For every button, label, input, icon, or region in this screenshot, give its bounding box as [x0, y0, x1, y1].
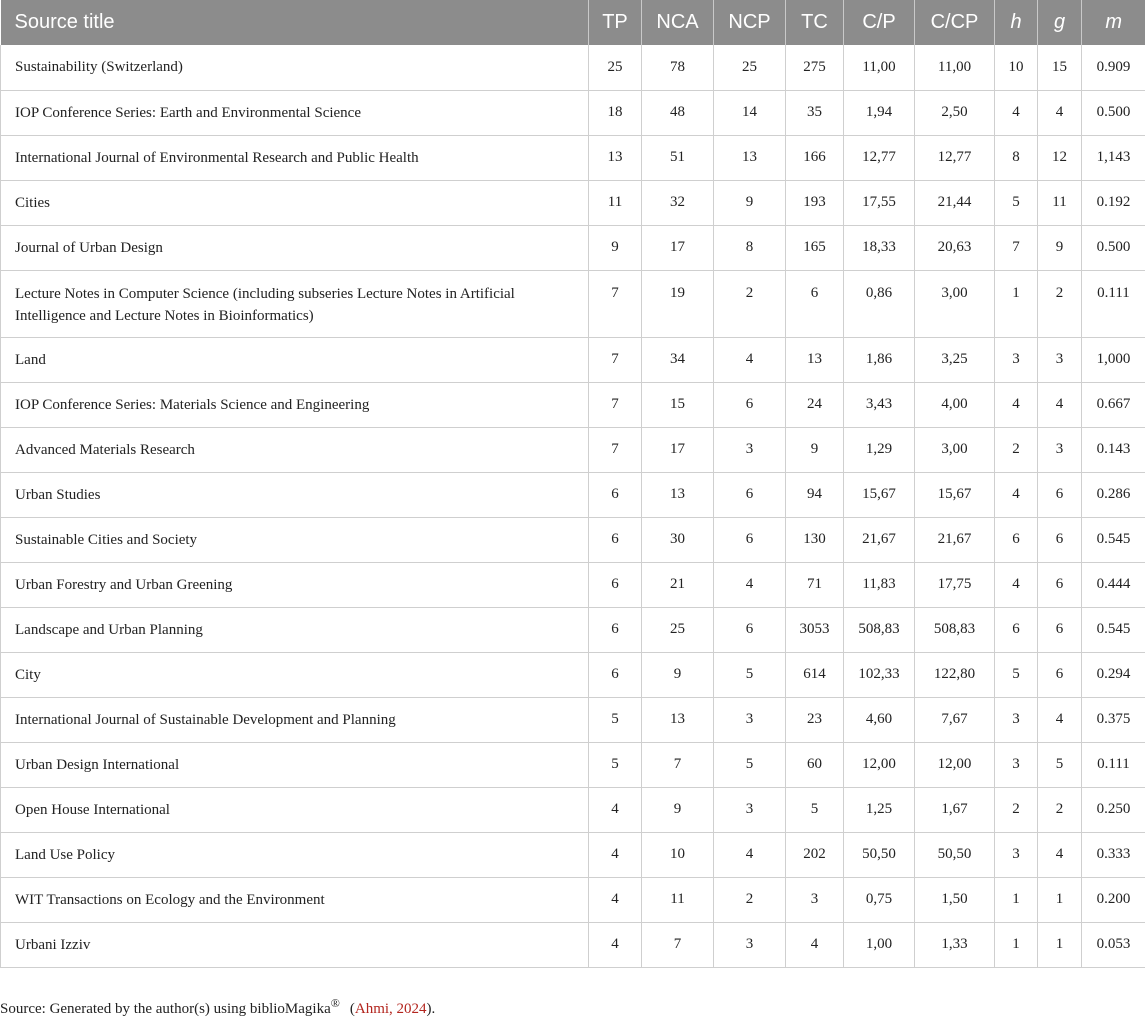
table-row — [1, 742, 1145, 787]
cell-nca: 13 — [642, 697, 714, 742]
source-note-open-paren: ( — [350, 1001, 355, 1017]
cell-source-title: Sustainability (Switzerland) — [1, 45, 589, 90]
cell-g: 1 — [1038, 922, 1082, 967]
cell-g: 4 — [1038, 832, 1082, 877]
cell-tp: 6 — [589, 652, 642, 697]
source-note-close: ). — [427, 1001, 436, 1017]
table-body — [1, 45, 1145, 967]
header-tc: TC — [786, 0, 844, 45]
cell-nca: 7 — [642, 922, 714, 967]
cell-tc: 9 — [786, 427, 844, 472]
cell-source-title: International Journal of Environmental Research and Public Health — [1, 135, 589, 180]
header-cp: C/P — [844, 0, 915, 45]
cell-source-title: Land Use Policy — [1, 832, 589, 877]
cell-tp: 25 — [589, 45, 642, 90]
table-row — [1, 90, 1145, 135]
cell-ncp: 3 — [714, 922, 786, 967]
cell-h: 6 — [995, 607, 1038, 652]
header-m: m — [1082, 0, 1145, 45]
cell-tc: 165 — [786, 225, 844, 270]
cell-nca: 34 — [642, 337, 714, 382]
cell-tc: 13 — [786, 337, 844, 382]
cell-m: 0.111 — [1082, 270, 1145, 337]
cell-h: 7 — [995, 225, 1038, 270]
cell-m: 0.667 — [1082, 382, 1145, 427]
cell-tp: 4 — [589, 832, 642, 877]
cell-cp: 17,55 — [844, 180, 915, 225]
cell-h: 4 — [995, 472, 1038, 517]
cell-m: 0.250 — [1082, 787, 1145, 832]
cell-tp: 6 — [589, 562, 642, 607]
table-row — [1, 787, 1145, 832]
cell-tc: 3 — [786, 877, 844, 922]
cell-nca: 11 — [642, 877, 714, 922]
cell-tc: 23 — [786, 697, 844, 742]
cell-tp: 6 — [589, 472, 642, 517]
cell-cp: 1,29 — [844, 427, 915, 472]
cell-ccp: 17,75 — [915, 562, 995, 607]
cell-ncp: 3 — [714, 697, 786, 742]
table-row — [1, 135, 1145, 180]
table-row — [1, 270, 1145, 337]
cell-source-title: Open House International — [1, 787, 589, 832]
cell-nca: 13 — [642, 472, 714, 517]
cell-source-title: International Journal of Sustainable Development and Planning — [1, 697, 589, 742]
cell-cp: 12,77 — [844, 135, 915, 180]
cell-tp: 9 — [589, 225, 642, 270]
cell-source-title: IOP Conference Series: Materials Science and Engineering — [1, 382, 589, 427]
cell-g: 5 — [1038, 742, 1082, 787]
cell-g: 6 — [1038, 562, 1082, 607]
cell-source-title: Urbani Izziv — [1, 922, 589, 967]
cell-h: 8 — [995, 135, 1038, 180]
cell-g: 2 — [1038, 270, 1082, 337]
table-row — [1, 832, 1145, 877]
cell-ccp: 21,67 — [915, 517, 995, 562]
cell-h: 3 — [995, 697, 1038, 742]
cell-ccp: 1,67 — [915, 787, 995, 832]
cell-tp: 13 — [589, 135, 642, 180]
cell-nca: 17 — [642, 427, 714, 472]
cell-tc: 4 — [786, 922, 844, 967]
cell-tc: 35 — [786, 90, 844, 135]
cell-g: 6 — [1038, 472, 1082, 517]
cell-source-title: Land — [1, 337, 589, 382]
cell-ncp: 4 — [714, 562, 786, 607]
cell-cp: 50,50 — [844, 832, 915, 877]
cell-m: 0.192 — [1082, 180, 1145, 225]
cell-source-title: IOP Conference Series: Earth and Environmental Science — [1, 90, 589, 135]
cell-tc: 60 — [786, 742, 844, 787]
cell-m: 0.294 — [1082, 652, 1145, 697]
cell-tp: 11 — [589, 180, 642, 225]
cell-tp: 6 — [589, 517, 642, 562]
cell-tp: 7 — [589, 270, 642, 337]
cell-h: 4 — [995, 382, 1038, 427]
cell-g: 6 — [1038, 607, 1082, 652]
cell-ncp: 4 — [714, 832, 786, 877]
cell-tc: 24 — [786, 382, 844, 427]
cell-cp: 102,33 — [844, 652, 915, 697]
cell-h: 2 — [995, 427, 1038, 472]
cell-m: 0.500 — [1082, 225, 1145, 270]
cell-cp: 18,33 — [844, 225, 915, 270]
header-nca: NCA — [642, 0, 714, 45]
cell-source-title: Urban Forestry and Urban Greening — [1, 562, 589, 607]
cell-ncp: 25 — [714, 45, 786, 90]
cell-g: 4 — [1038, 382, 1082, 427]
cell-g: 12 — [1038, 135, 1082, 180]
cell-ccp: 3,25 — [915, 337, 995, 382]
cell-nca: 9 — [642, 787, 714, 832]
cell-ccp: 11,00 — [915, 45, 995, 90]
table-row — [1, 697, 1145, 742]
cell-m: 0.286 — [1082, 472, 1145, 517]
cell-nca: 15 — [642, 382, 714, 427]
cell-ncp: 6 — [714, 472, 786, 517]
cell-h: 3 — [995, 337, 1038, 382]
citation-link[interactable]: Ahmi, 2024 — [355, 1001, 427, 1017]
cell-ccp: 20,63 — [915, 225, 995, 270]
cell-tc: 166 — [786, 135, 844, 180]
cell-tp: 4 — [589, 877, 642, 922]
cell-cp: 0,75 — [844, 877, 915, 922]
cell-ccp: 7,67 — [915, 697, 995, 742]
cell-ncp: 3 — [714, 787, 786, 832]
cell-m: 1,000 — [1082, 337, 1145, 382]
cell-source-title: Lecture Notes in Computer Science (including subseries Lecture Notes in Artificial Intelligence and Lecture Notes in Bioinformatics) — [1, 270, 589, 337]
cell-h: 2 — [995, 787, 1038, 832]
cell-m: 0.375 — [1082, 697, 1145, 742]
cell-m: 0.333 — [1082, 832, 1145, 877]
cell-tp: 7 — [589, 382, 642, 427]
table-row — [1, 382, 1145, 427]
cell-tc: 193 — [786, 180, 844, 225]
cell-m: 1,143 — [1082, 135, 1145, 180]
cell-nca: 32 — [642, 180, 714, 225]
cell-g: 15 — [1038, 45, 1082, 90]
cell-g: 3 — [1038, 337, 1082, 382]
cell-g: 3 — [1038, 427, 1082, 472]
cell-ccp: 21,44 — [915, 180, 995, 225]
cell-source-title: Journal of Urban Design — [1, 225, 589, 270]
cell-tp: 4 — [589, 922, 642, 967]
cell-m: 0.053 — [1082, 922, 1145, 967]
cell-nca: 51 — [642, 135, 714, 180]
cell-m: 0.200 — [1082, 877, 1145, 922]
cell-g: 6 — [1038, 652, 1082, 697]
table-row — [1, 517, 1145, 562]
cell-ccp: 12,00 — [915, 742, 995, 787]
cell-ncp: 2 — [714, 877, 786, 922]
cell-ncp: 14 — [714, 90, 786, 135]
cell-nca: 48 — [642, 90, 714, 135]
cell-ncp: 2 — [714, 270, 786, 337]
cell-tp: 7 — [589, 337, 642, 382]
cell-ncp: 5 — [714, 652, 786, 697]
cell-cp: 11,00 — [844, 45, 915, 90]
cell-ccp: 1,33 — [915, 922, 995, 967]
cell-nca: 9 — [642, 652, 714, 697]
cell-source-title: Sustainable Cities and Society — [1, 517, 589, 562]
cell-tp: 5 — [589, 697, 642, 742]
cell-h: 5 — [995, 180, 1038, 225]
cell-ccp: 12,77 — [915, 135, 995, 180]
cell-ccp: 1,50 — [915, 877, 995, 922]
header-ncp: NCP — [714, 0, 786, 45]
cell-h: 1 — [995, 877, 1038, 922]
table-header-row — [1, 0, 1145, 45]
cell-nca: 19 — [642, 270, 714, 337]
table-row — [1, 562, 1145, 607]
cell-g: 4 — [1038, 90, 1082, 135]
cell-tp: 7 — [589, 427, 642, 472]
cell-cp: 1,94 — [844, 90, 915, 135]
cell-ccp: 3,00 — [915, 270, 995, 337]
cell-tc: 6 — [786, 270, 844, 337]
cell-m: 0.545 — [1082, 517, 1145, 562]
cell-cp: 4,60 — [844, 697, 915, 742]
cell-g: 6 — [1038, 517, 1082, 562]
cell-nca: 25 — [642, 607, 714, 652]
cell-ncp: 5 — [714, 742, 786, 787]
cell-nca: 21 — [642, 562, 714, 607]
cell-m: 0.111 — [1082, 742, 1145, 787]
cell-cp: 15,67 — [844, 472, 915, 517]
cell-ncp: 6 — [714, 517, 786, 562]
cell-cp: 21,67 — [844, 517, 915, 562]
cell-m: 0.444 — [1082, 562, 1145, 607]
cell-cp: 508,83 — [844, 607, 915, 652]
cell-source-title: City — [1, 652, 589, 697]
header-tp: TP — [589, 0, 642, 45]
table-row — [1, 877, 1145, 922]
cell-h: 5 — [995, 652, 1038, 697]
table-row — [1, 225, 1145, 270]
table-row — [1, 337, 1145, 382]
cell-g: 11 — [1038, 180, 1082, 225]
cell-tp: 6 — [589, 607, 642, 652]
cell-source-title: Urban Studies — [1, 472, 589, 517]
cell-h: 4 — [995, 562, 1038, 607]
cell-tp: 18 — [589, 90, 642, 135]
cell-tc: 71 — [786, 562, 844, 607]
table-row — [1, 427, 1145, 472]
cell-nca: 17 — [642, 225, 714, 270]
table-row — [1, 45, 1145, 90]
cell-cp: 3,43 — [844, 382, 915, 427]
cell-source-title: Cities — [1, 180, 589, 225]
cell-h: 4 — [995, 90, 1038, 135]
cell-ncp: 6 — [714, 607, 786, 652]
cell-tp: 5 — [589, 742, 642, 787]
cell-cp: 1,00 — [844, 922, 915, 967]
cell-ccp: 4,00 — [915, 382, 995, 427]
cell-source-title: Landscape and Urban Planning — [1, 607, 589, 652]
table-row — [1, 652, 1145, 697]
cell-ncp: 3 — [714, 427, 786, 472]
header-ccp: C/CP — [915, 0, 995, 45]
table-row — [1, 180, 1145, 225]
header-g: g — [1038, 0, 1082, 45]
cell-ncp: 8 — [714, 225, 786, 270]
cell-source-title: WIT Transactions on Ecology and the Environment — [1, 877, 589, 922]
cell-tc: 202 — [786, 832, 844, 877]
cell-cp: 12,00 — [844, 742, 915, 787]
cell-m: 0.500 — [1082, 90, 1145, 135]
cell-h: 3 — [995, 832, 1038, 877]
cell-h: 3 — [995, 742, 1038, 787]
cell-tc: 94 — [786, 472, 844, 517]
cell-nca: 10 — [642, 832, 714, 877]
cell-tc: 5 — [786, 787, 844, 832]
cell-ccp: 3,00 — [915, 427, 995, 472]
cell-h: 1 — [995, 270, 1038, 337]
cell-nca: 78 — [642, 45, 714, 90]
cell-nca: 30 — [642, 517, 714, 562]
cell-g: 4 — [1038, 697, 1082, 742]
cell-ccp: 15,67 — [915, 472, 995, 517]
cell-cp: 0,86 — [844, 270, 915, 337]
cell-ccp: 508,83 — [915, 607, 995, 652]
cell-h: 1 — [995, 922, 1038, 967]
cell-g: 2 — [1038, 787, 1082, 832]
table-row — [1, 472, 1145, 517]
cell-ccp: 122,80 — [915, 652, 995, 697]
cell-m: 0.909 — [1082, 45, 1145, 90]
cell-ncp: 6 — [714, 382, 786, 427]
header-h: h — [995, 0, 1038, 45]
cell-tc: 130 — [786, 517, 844, 562]
cell-tp: 4 — [589, 787, 642, 832]
cell-m: 0.143 — [1082, 427, 1145, 472]
cell-nca: 7 — [642, 742, 714, 787]
cell-cp: 11,83 — [844, 562, 915, 607]
table-row — [1, 922, 1145, 967]
cell-g: 1 — [1038, 877, 1082, 922]
cell-tc: 3053 — [786, 607, 844, 652]
cell-cp: 1,86 — [844, 337, 915, 382]
cell-tc: 275 — [786, 45, 844, 90]
cell-tc: 614 — [786, 652, 844, 697]
cell-h: 6 — [995, 517, 1038, 562]
cell-ccp: 2,50 — [915, 90, 995, 135]
cell-ncp: 9 — [714, 180, 786, 225]
cell-ccp: 50,50 — [915, 832, 995, 877]
cell-h: 10 — [995, 45, 1038, 90]
cell-m: 0.545 — [1082, 607, 1145, 652]
cell-source-title: Urban Design International — [1, 742, 589, 787]
header-source-title: Source title — [1, 0, 589, 45]
table-row — [1, 607, 1145, 652]
cell-ncp: 13 — [714, 135, 786, 180]
cell-cp: 1,25 — [844, 787, 915, 832]
cell-ncp: 4 — [714, 337, 786, 382]
cell-source-title: Advanced Materials Research — [1, 427, 589, 472]
source-note-text: Source: Generated by the author(s) using biblioMagika — [0, 1001, 331, 1017]
registered-mark: ® — [331, 996, 340, 1010]
cell-g: 9 — [1038, 225, 1082, 270]
